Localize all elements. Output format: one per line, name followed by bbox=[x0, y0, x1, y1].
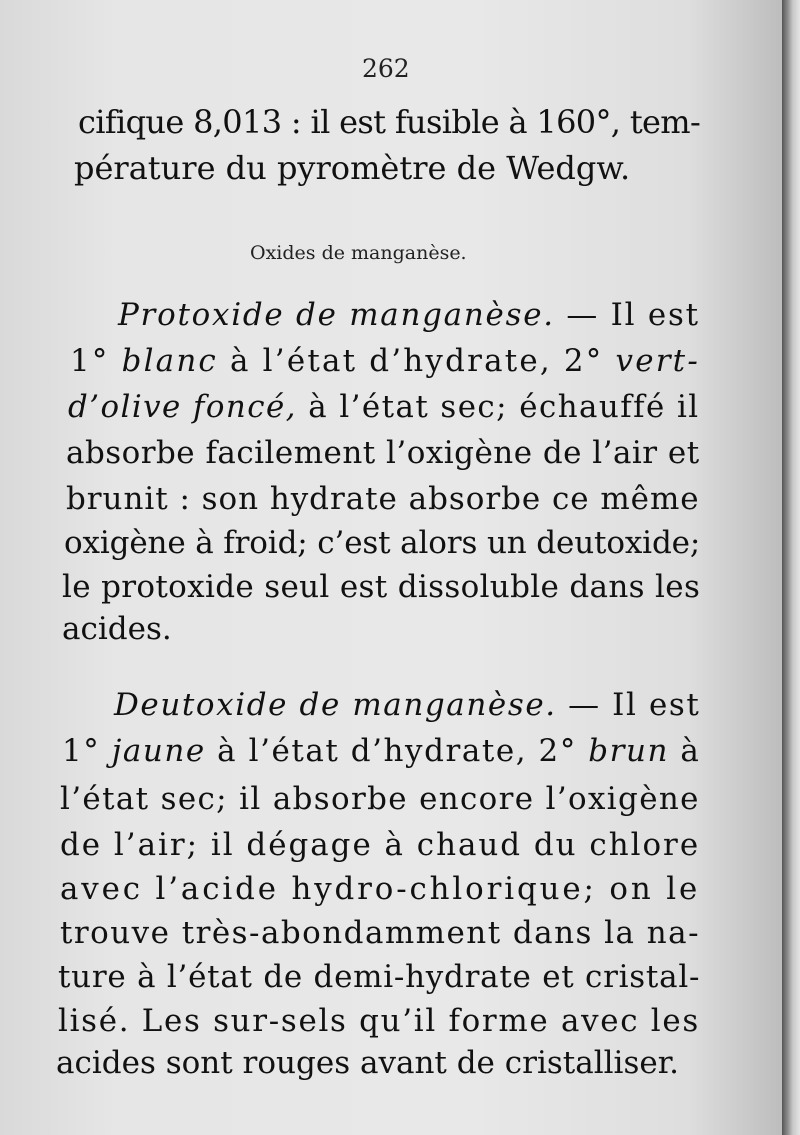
para2-line-3: l’état sec; il absorbe encore l’oxigène bbox=[60, 781, 700, 817]
para2-line-8: lisé. Les sur-sels qu’il forme avec les bbox=[58, 1003, 700, 1039]
intro-line-2: pérature du pyromètre de Wedgw. bbox=[74, 149, 631, 187]
para1-line-4: absorbe facilement l’oxigène de l’air et bbox=[66, 435, 700, 471]
section-heading: Oxides de manganèse. bbox=[250, 242, 467, 264]
para1-line-7: le protoxide seul est dissoluble dans les bbox=[62, 569, 701, 605]
para1-line-8: acides. bbox=[62, 611, 172, 647]
para2-line-7: ture à l’état de demi-hydrate et cristal- bbox=[58, 959, 701, 995]
para2-line-2: 1° jaune à l’état d’hydrate, 2° brun à bbox=[62, 733, 701, 769]
para1-line-6: oxigène à froid; c’est alors un deutoxide; bbox=[64, 525, 701, 561]
para2-line-5: avec l’acide hydro-chlorique; on le bbox=[60, 871, 701, 907]
para1-line-3: d’olive foncé, à l’état sec; échauffé il bbox=[68, 389, 700, 425]
para1-line-2: 1° blanc à l’état d’hydrate, 2° vert- bbox=[70, 343, 700, 379]
para2-line-6: trouve très-abondamment dans la na- bbox=[60, 915, 701, 951]
para1-line-5: brunit : son hydrate absorbe ce même bbox=[66, 481, 700, 517]
book-gutter bbox=[782, 0, 800, 1135]
intro-line-1: cifique 8,013 : il est fusible à 160°, tem- bbox=[78, 103, 701, 141]
para1-line-1: Protoxide de manganèse. — Il est bbox=[118, 297, 700, 333]
para2-line-9: acides sont rouges avant de cristalliser. bbox=[56, 1045, 679, 1081]
page-number: 262 bbox=[362, 54, 410, 83]
para2-term: Deutoxide de manganèse. bbox=[114, 687, 557, 723]
para1-term: Protoxide de manganèse. bbox=[118, 297, 555, 333]
para2-line-4: de l’air; il dégage à chaud du chlore bbox=[60, 827, 701, 863]
para2-line-1: Deutoxide de manganèse. — Il est bbox=[114, 687, 701, 723]
